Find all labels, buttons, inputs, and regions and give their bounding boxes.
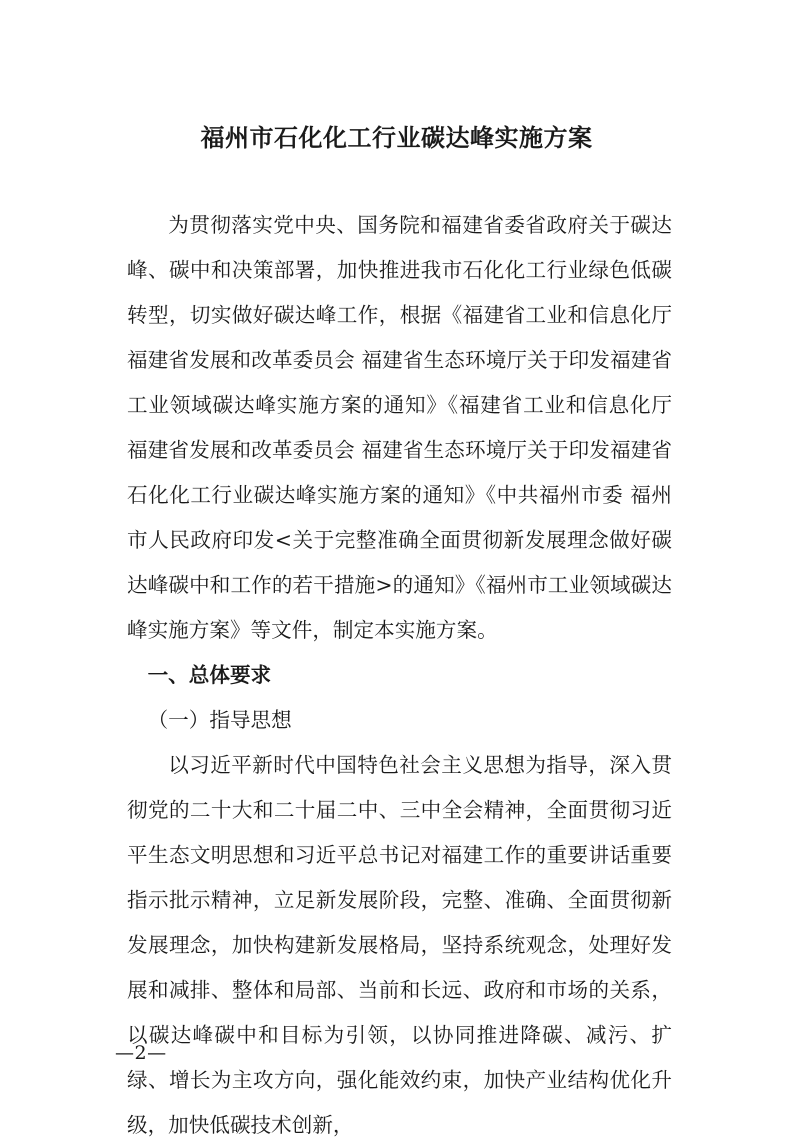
section-heading-overall-requirements: 一、总体要求 (147, 663, 272, 687)
intro-paragraph: 为贯彻落实党中央、国务院和福建省委省政府关于碳达峰、碳中和决策部署，加快推进我市石化化工行业绿色低碳转型，切实做好碳达峰工作，根据《福建省工业和信息化厅 福建省发展和改革委员会 福建省生态环境厅关于印发福建省工业领域碳达峰实施方案的通知》《福建省工业和信息化厅 福建省发展和改革委员会 福建省生态环境厅关于印发福建省石化化工行业碳达峰实施方案的通知》《中共福州市委 福州市人民政府印发<关于完整准确全面贯彻新发展理念做好碳达峰碳中和工作的若干措施>的通知》《福州市工业领域碳达峰实施方案》等文件，制定本实施方案。 (127, 213, 672, 642)
document-title: 福州市石化化工行业碳达峰实施方案 (200, 123, 593, 152)
guiding-ideology-paragraph: 以习近平新时代中国特色社会主义思想为指导，深入贯彻党的二十大和二十届二中、三中全会精神，全面贯彻习近平生态文明思想和习近平总书记对福建工作的重要讲话重要指示批示精神，立足新发展阶段，完整、准确、全面贯彻新发展理念，加快构建新发展格局，坚持系统观念，处理好发展和减排、整体和局部、当前和长远、政府和市场的关系，以碳达峰碳中和目标为引领，以协同推进降碳、减污、扩绿、增长为主攻方向，强化能效约束，加快产业结构优化升级，加快低碳技术创新， (127, 753, 672, 1137)
document-body (127, 203, 672, 1148)
subsection-heading-guiding-ideology: （一）指导思想 (147, 708, 292, 732)
page-number: —2— (115, 1042, 167, 1064)
